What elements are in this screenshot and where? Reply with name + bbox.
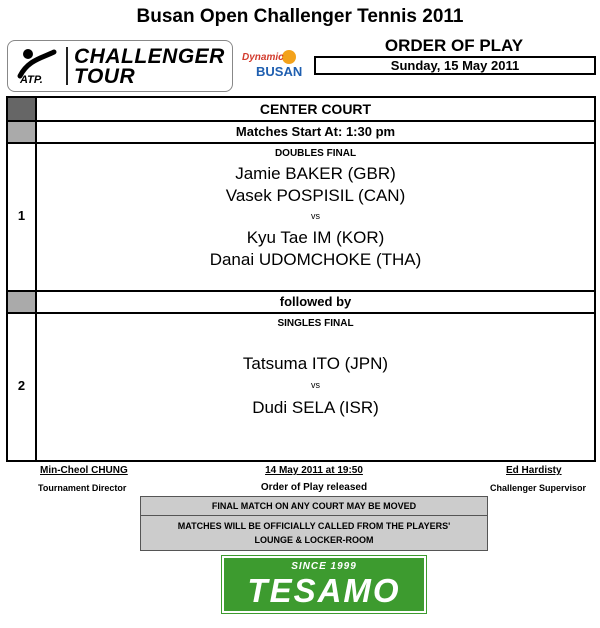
supervisor-title: Challenger Supervisor: [490, 483, 587, 493]
match-number: 2: [17, 378, 26, 393]
challenger-logo-text: CHALLENGER: [74, 45, 225, 68]
vs-label: vs: [311, 211, 320, 221]
divider: [8, 120, 594, 122]
start-time: Matches Start At: 1:30 pm: [235, 124, 396, 139]
divider: [8, 142, 594, 144]
director-title: Tournament Director: [38, 483, 127, 493]
player-name: Kyu Tae IM (KOR): [246, 228, 385, 247]
busan-logo-top: Dynamic: [242, 52, 284, 63]
supervisor-name: Ed Hardisty: [506, 465, 562, 476]
notice-line: LOUNGE & LOCKER-ROOM: [254, 535, 374, 545]
match-number: 1: [17, 208, 26, 223]
followed-row-marker: [8, 292, 35, 312]
sponsor-since: SINCE 1999: [291, 561, 357, 572]
date-box: Sunday, 15 May 2011: [314, 56, 596, 75]
player-name: Vasek POSPISIL (CAN): [225, 186, 406, 205]
vs-label: vs: [311, 380, 320, 390]
player-name: Danai UDOMCHOKE (THA): [209, 250, 422, 269]
order-of-play-heading: ORDER OF PLAY: [384, 36, 524, 55]
notice-line: MATCHES WILL BE OFFICIALLY CALLED FROM THE PLAYERS': [177, 521, 451, 531]
player-name: Dudi SELA (ISR): [252, 398, 379, 417]
notice-box: [140, 496, 488, 551]
director-name: Min-Cheol CHUNG: [40, 465, 128, 476]
notice-final-match: FINAL MATCH ON ANY COURT MAY BE MOVED: [211, 501, 417, 511]
divider: [8, 290, 594, 292]
page-title: Busan Open Challenger Tennis 2011: [136, 6, 464, 27]
sponsor-name: TESAMO: [247, 572, 401, 609]
match-type: DOUBLES FINAL: [274, 148, 357, 159]
tesamo-sponsor-logo: [222, 556, 426, 613]
followed-by: followed by: [279, 294, 352, 309]
atp-logo-text: ATP.: [20, 74, 43, 86]
notice-call-location: [141, 519, 487, 547]
busan-logo-bottom: BUSAN: [256, 64, 303, 79]
player-name: Tatsuma ITO (JPN): [242, 354, 389, 373]
court-row-marker: [8, 98, 35, 120]
player-name: Jamie BAKER (GBR): [235, 164, 396, 183]
court-name: CENTER COURT: [259, 101, 372, 117]
column-divider: [35, 98, 37, 460]
release-date: 14 May 2011 at 19:50: [265, 465, 363, 476]
match-type: SINGLES FINAL: [277, 318, 354, 329]
divider: [141, 515, 487, 516]
release-label: Order of Play released: [260, 482, 368, 493]
sun-icon: [282, 50, 296, 64]
divider: [8, 312, 594, 314]
atp-challenger-tour-logo: [7, 40, 233, 92]
tour-logo-text: TOUR: [74, 65, 136, 88]
logo-divider: [66, 47, 68, 85]
start-row-marker: [8, 122, 35, 142]
dynamic-busan-logo: [240, 50, 302, 84]
schedule-grid: [6, 96, 596, 462]
